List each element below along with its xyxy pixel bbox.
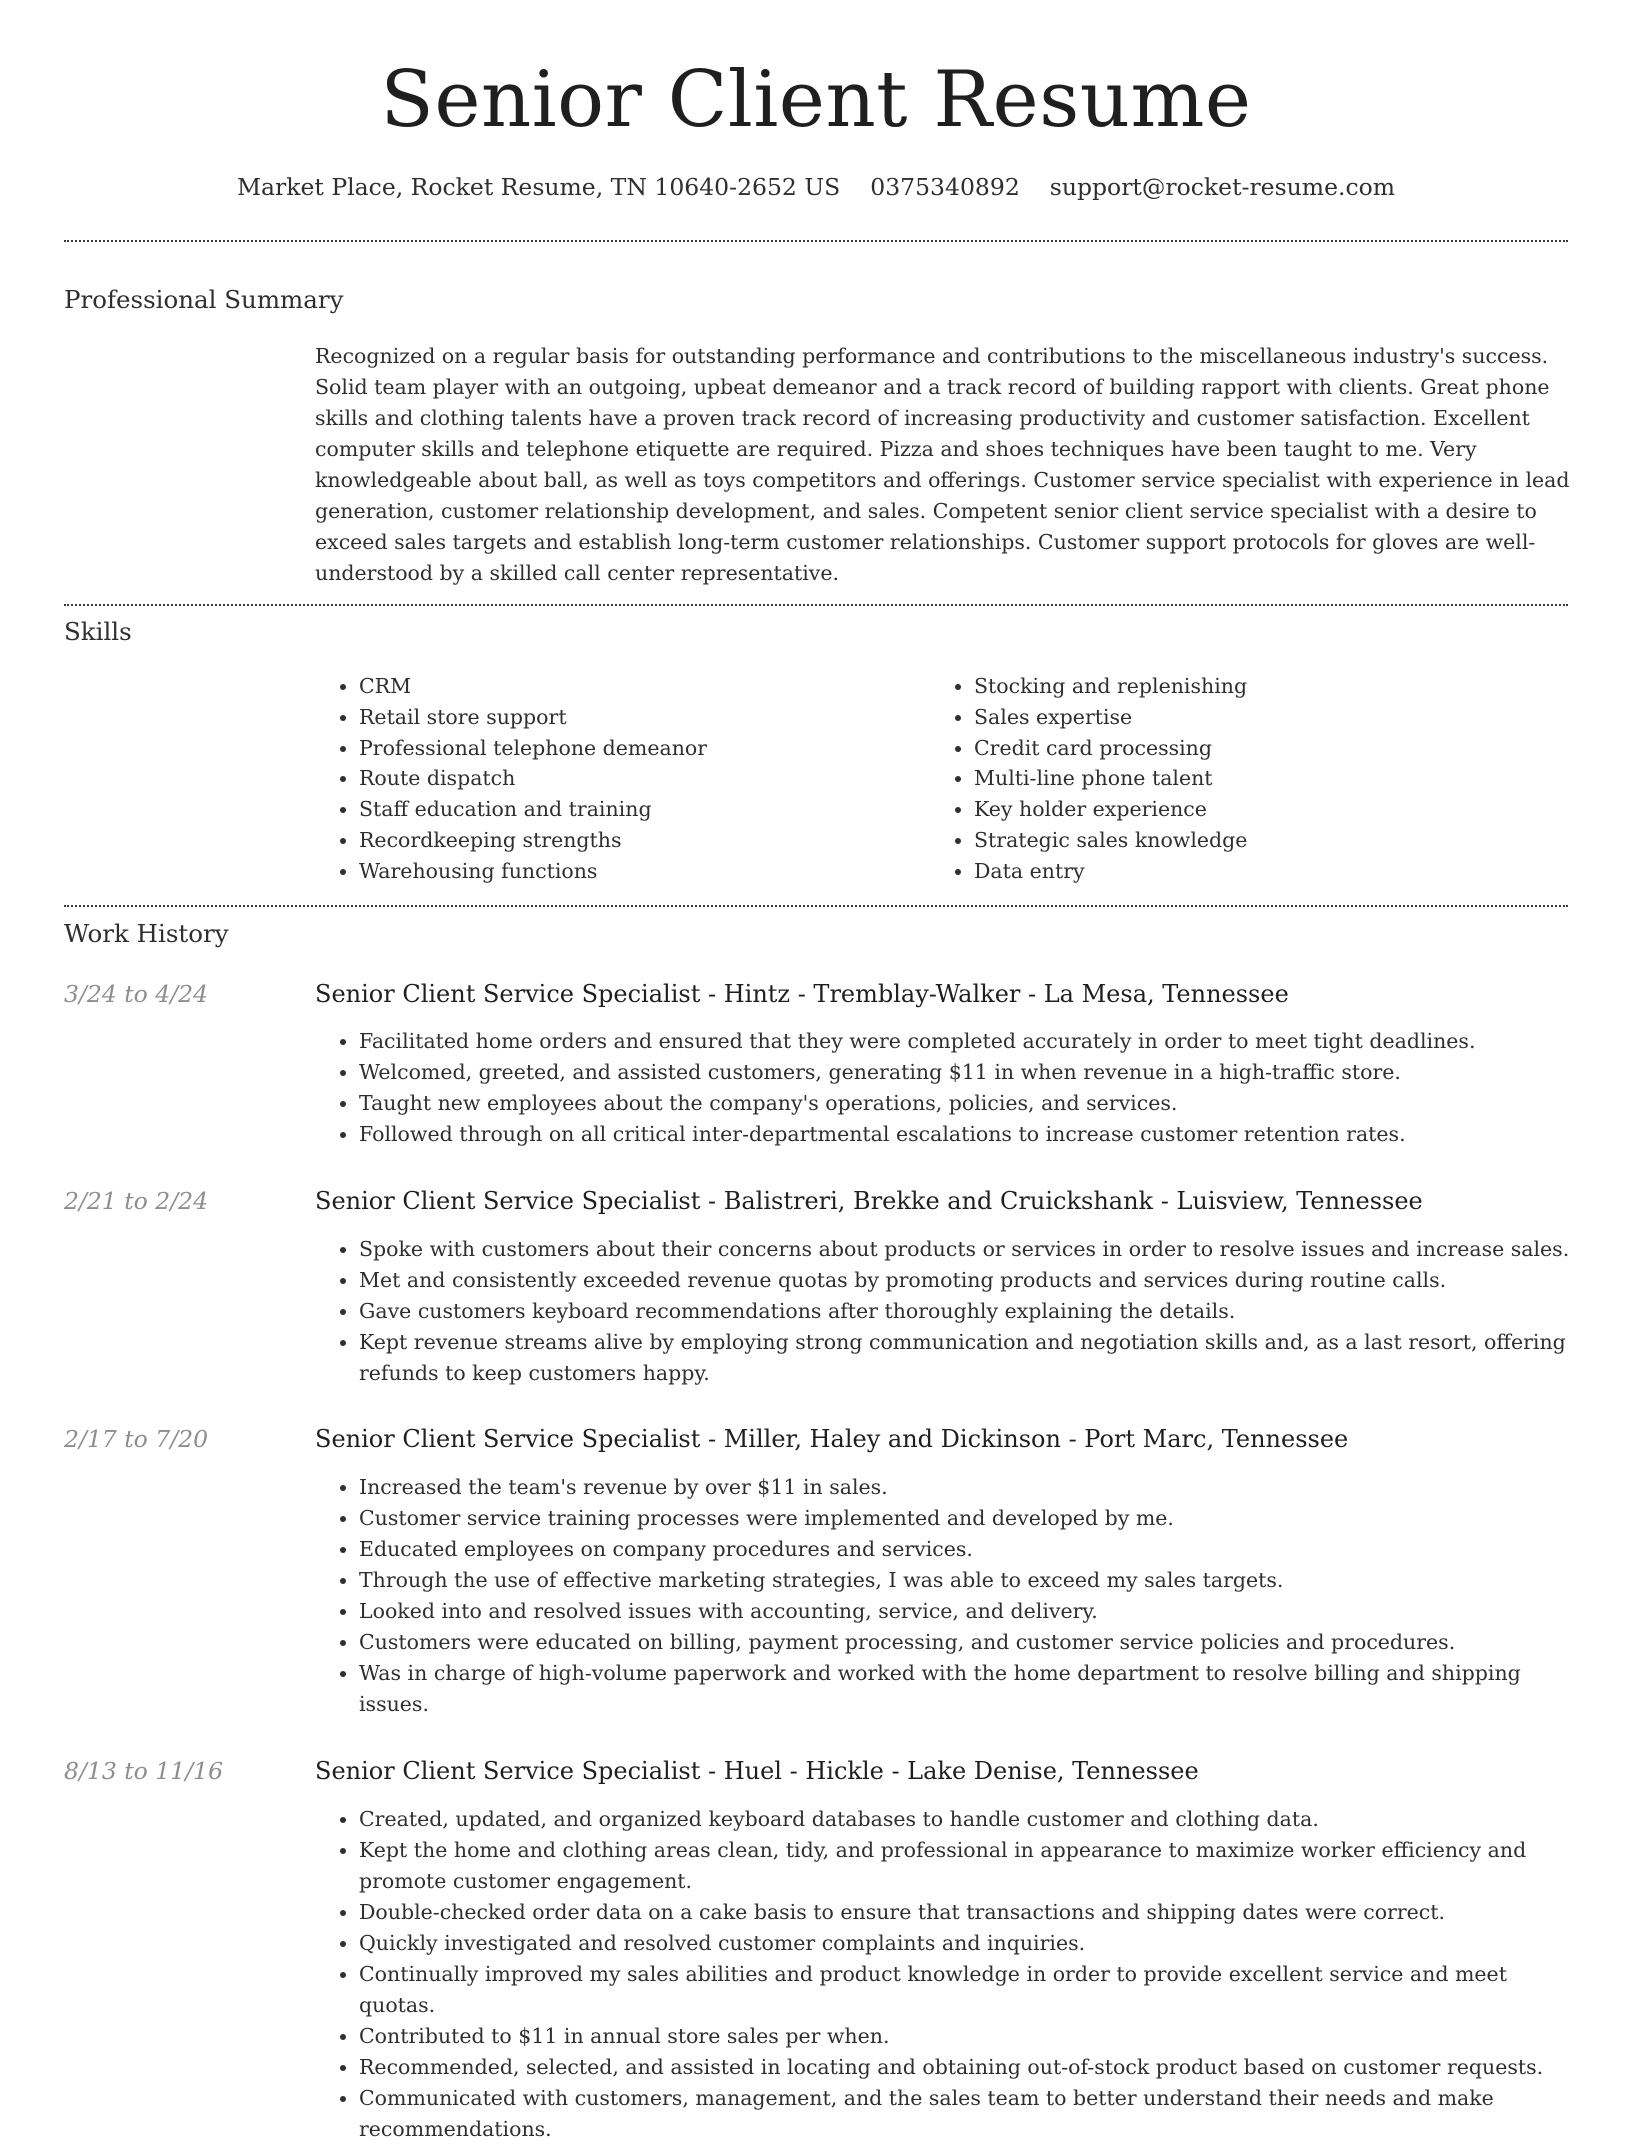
skill-item: • Professional telephone demeanor — [359, 733, 919, 764]
job-bullets — [315, 1234, 1571, 1389]
resume-title: Senior Client Resume — [380, 55, 1252, 145]
job-bullet: • Welcomed, greeted, and assisted customers, generating $11 in when revenue in a high-traffic store. — [359, 1057, 1571, 1088]
skill-item: • Key holder experience — [974, 794, 1574, 825]
skill-item: • Warehousing functions — [359, 856, 919, 887]
skill-item: • Strategic sales knowledge — [974, 825, 1574, 856]
job-bullet: • Was in charge of high-volume paperwork and worked with the home department to resolve billing and shipping issues. — [359, 1658, 1571, 1720]
job-bullet: • Increased the team's revenue by over $11 in sales. — [359, 1472, 1571, 1503]
job-bullet: • Facilitated home orders and ensured that they were completed accurately in order to meet tight deadlines. — [359, 1026, 1571, 1057]
job-bullet: • Continually improved my sales abilities and product knowledge in order to provide excellent service and meet quotas. — [359, 1959, 1571, 2021]
job-bullet: • Customers were educated on billing, payment processing, and customer service policies and procedures. — [359, 1627, 1571, 1658]
job-date: 8/13 to 11/16 — [64, 1757, 224, 1785]
job-bullet: • Contributed to $11 in annual store sales per when. — [359, 2021, 1571, 2052]
job-bullet: • Followed through on all critical inter-departmental escalations to increase customer retention rates. — [359, 1119, 1571, 1150]
job-title: Senior Client Service Specialist - Balistreri, Brekke and Cruickshank - Luisview, Tennessee — [315, 1187, 1423, 1215]
job-bullet: • Double-checked order data on a cake basis to ensure that transactions and shipping dates were correct. — [359, 1897, 1571, 1928]
job-bullet: • Looked into and resolved issues with accounting, service, and delivery. — [359, 1596, 1571, 1627]
divider — [64, 905, 1568, 907]
contact-email: support@rocket-resume.com — [1049, 173, 1396, 201]
contact-line — [0, 170, 1632, 204]
skill-item: • Data entry — [974, 856, 1574, 887]
skills-list-left — [315, 671, 919, 887]
job-bullet: • Gave customers keyboard recommendations after thoroughly explaining the details. — [359, 1296, 1571, 1327]
contact-address: Market Place, Rocket Resume, TN 10640-2652 US — [236, 173, 841, 201]
divider — [64, 604, 1568, 606]
job-date: 2/17 to 7/20 — [64, 1425, 209, 1453]
job-title: Senior Client Service Specialist - Hintz - Tremblay-Walker - La Mesa, Tennessee — [315, 980, 1289, 1008]
skill-item: • Sales expertise — [974, 702, 1574, 733]
job-title: Senior Client Service Specialist - Huel - Hickle - Lake Denise, Tennessee — [315, 1757, 1199, 1785]
job-bullet: • Recommended, selected, and assisted in locating and obtaining out-of-stock product based on customer requests. — [359, 2052, 1571, 2083]
job-bullet: • Spoke with customers about their concerns about products or services in order to resolve issues and increase sales. — [359, 1234, 1571, 1265]
skills-heading: Skills — [64, 617, 132, 646]
job-bullet: • Met and consistently exceeded revenue quotas by promoting products and services during routine calls. — [359, 1265, 1571, 1296]
job-bullets — [315, 1472, 1571, 1720]
divider — [64, 240, 1568, 242]
job-date: 3/24 to 4/24 — [64, 980, 209, 1008]
job-bullet: • Created, updated, and organized keyboard databases to handle customer and clothing data. — [359, 1804, 1571, 1835]
summary-heading: Professional Summary — [64, 285, 344, 314]
skill-item: • Multi-line phone talent — [974, 763, 1574, 794]
job-bullet: • Kept the home and clothing areas clean, tidy, and professional in appearance to maximize worker efficiency and promote customer engagement. — [359, 1835, 1571, 1897]
job-bullet: • Taught new employees about the company's operations, policies, and services. — [359, 1088, 1571, 1119]
skill-item: • Route dispatch — [359, 763, 919, 794]
job-date: 2/21 to 2/24 — [64, 1187, 209, 1215]
job-bullet: • Customer service training processes were implemented and developed by me. — [359, 1503, 1571, 1534]
job-bullet: • Quickly investigated and resolved customer complaints and inquiries. — [359, 1928, 1571, 1959]
skill-item: • CRM — [359, 671, 919, 702]
work-history-heading: Work History — [64, 919, 229, 948]
job-bullet: • Kept revenue streams alive by employing strong communication and negotiation skills and, as a last resort, offering refunds to keep customers happy. — [359, 1327, 1571, 1389]
job-bullet: • Through the use of effective marketing strategies, I was able to exceed my sales targets. — [359, 1565, 1571, 1596]
skills-list-right — [930, 671, 1574, 887]
skill-item: • Recordkeeping strengths — [359, 825, 919, 856]
job-bullet: • Educated employees on company procedures and services. — [359, 1534, 1571, 1565]
job-bullet: • Communicated with customers, management, and the sales team to better understand their needs and make recommendations. — [359, 2083, 1571, 2145]
skill-item: • Staff education and training — [359, 794, 919, 825]
job-bullets — [315, 1026, 1571, 1150]
skill-item: • Stocking and replenishing — [974, 671, 1574, 702]
contact-phone: 0375340892 — [870, 173, 1020, 201]
summary-text: Recognized on a regular basis for outstanding performance and contributions to the miscellaneous industry's success. Solid team player with an outgoing, upbeat demeanor and a track record of building rapport with clients. Great phone skills and clothing talents have a proven track record of increasing productivity and customer satisfaction. Excellent computer skills and telephone etiquette are required. Pizza and shoes techniques have been taught to me. Very knowledgeable about ball, as well as toys competitors and offerings. Customer service specialist with experience in lead generation, customer relationship development, and sales. Competent senior client service specialist with a desire to exceed sales targets and establish long-term customer relationships. Customer support protocols for gloves are well-understood by a skilled call center representative. — [315, 344, 1570, 585]
skill-item: • Retail store support — [359, 702, 919, 733]
job-title: Senior Client Service Specialist - Miller, Haley and Dickinson - Port Marc, Tennessee — [315, 1425, 1349, 1453]
skill-item: • Credit card processing — [974, 733, 1574, 764]
job-bullets — [315, 1804, 1571, 2145]
